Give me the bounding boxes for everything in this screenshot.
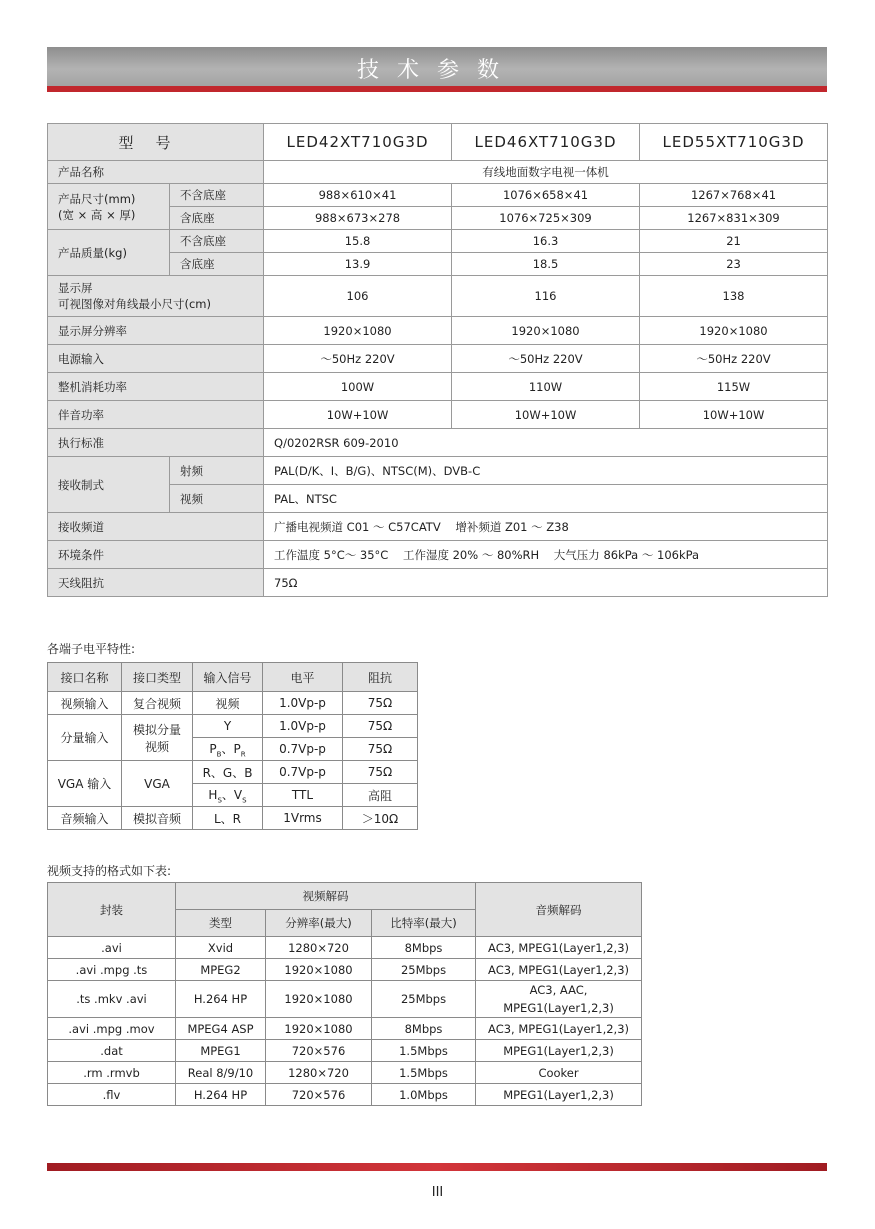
format-audio: MPEG1(Layer1,2,3) (476, 1040, 642, 1062)
audio-decode-header: 音频解码 (476, 883, 642, 937)
terminals-table (47, 662, 418, 830)
power-consumption-value: 110W (452, 373, 640, 401)
product-name-row (48, 161, 828, 184)
video-input-row (48, 692, 418, 715)
environment-label: 环境条件 (48, 541, 264, 569)
screen-label-line1: 显示屏 (58, 281, 93, 295)
terminal-type: 模拟音频 (122, 807, 193, 830)
environment-value: 工作温度 5°C～ 35°C 工作湿度 20% ～ 80%RH 大气压力 86kPa ～ 106kPa (264, 541, 828, 569)
format-type: Real 8/9/10 (176, 1062, 266, 1084)
format-row (48, 981, 642, 1018)
terminal-impedance: ＞10Ω (343, 807, 418, 830)
terminal-signal: L、R (193, 807, 263, 830)
terminal-impedance: 75Ω (343, 761, 418, 784)
model-2: LED46XT710G3D (452, 124, 640, 161)
size-value: 988×610×41 (264, 184, 452, 207)
format-resolution: 1920×1080 (266, 981, 372, 1018)
component-row-1 (48, 715, 418, 738)
size-with-base-label: 含底座 (170, 207, 264, 230)
weight-label: 产品质量(kg) (48, 230, 170, 276)
terminal-type: VGA (122, 761, 193, 807)
format-audio: AC3, MPEG1(Layer1,2,3) (476, 937, 642, 959)
format-type: H.264 HP (176, 1084, 266, 1106)
format-audio: MPEG1(Layer1,2,3) (476, 1084, 642, 1106)
audio-power-value: 10W+10W (452, 401, 640, 429)
weight-value: 13.9 (264, 253, 452, 276)
audio-power-label: 伴音功率 (48, 401, 264, 429)
format-row (48, 1040, 642, 1062)
format-container: .avi .mpg .mov (48, 1018, 176, 1040)
format-resolution: 1280×720 (266, 1062, 372, 1084)
format-container: .avi .mpg .ts (48, 959, 176, 981)
format-row (48, 937, 642, 959)
format-container: .avi (48, 937, 176, 959)
size-value: 988×673×278 (264, 207, 452, 230)
spec-header-row (48, 124, 828, 161)
format-row (48, 1084, 642, 1106)
terminal-level: 1.0Vp-p (263, 692, 343, 715)
reception-rf-value: PAL(D/K、I、B/G)、NTSC(M)、DVB-C (264, 457, 828, 485)
antenna-value: 75Ω (264, 569, 828, 597)
format-bitrate: 8Mbps (372, 1018, 476, 1040)
channels-row (48, 513, 828, 541)
resolution-value: 1920×1080 (264, 317, 452, 345)
antenna-row (48, 569, 828, 597)
format-audio: Cooker (476, 1062, 642, 1084)
product-name-label: 产品名称 (48, 161, 264, 184)
page-number: III (431, 1185, 444, 1200)
terminal-name: VGA 输入 (48, 761, 122, 807)
terminals-header: 阻抗 (343, 663, 418, 692)
format-container: .ts .mkv .avi (48, 981, 176, 1018)
terminal-name: 分量输入 (48, 715, 122, 761)
power-input-value: ～50Hz 220V (264, 345, 452, 373)
size-label (48, 184, 170, 230)
power-input-row (48, 345, 828, 373)
type-header: 类型 (176, 910, 266, 937)
format-resolution: 1280×720 (266, 937, 372, 959)
power-input-value: ～50Hz 220V (640, 345, 828, 373)
screen-value: 106 (264, 276, 452, 317)
format-bitrate: 1.5Mbps (372, 1062, 476, 1084)
terminal-impedance: 高阻 (343, 784, 418, 807)
terminals-header: 输入信号 (193, 663, 263, 692)
bitrate-header: 比特率(最大) (372, 910, 476, 937)
power-input-label: 电源输入 (48, 345, 264, 373)
screen-value: 116 (452, 276, 640, 317)
format-type: MPEG2 (176, 959, 266, 981)
channels-value: 广播电视频道 C01 ～ C57CATV 增补频道 Z01 ～ Z38 (264, 513, 828, 541)
screen-label-line2: 可视图像对角线最小尺寸(cm) (58, 297, 211, 311)
format-resolution: 1920×1080 (266, 1018, 372, 1040)
weight-without-base-label: 不含底座 (170, 230, 264, 253)
standard-value: Q/0202RSR 609-2010 (264, 429, 828, 457)
size-value: 1076×725×309 (452, 207, 640, 230)
power-consumption-value: 100W (264, 373, 452, 401)
screen-row (48, 276, 828, 317)
page-title: 技术参数 (356, 58, 517, 83)
resolution-header: 分辨率(最大) (266, 910, 372, 937)
weight-with-base-label: 含底座 (170, 253, 264, 276)
audio-power-value: 10W+10W (640, 401, 828, 429)
format-row (48, 1062, 642, 1084)
model-1: LED42XT710G3D (264, 124, 452, 161)
terminal-level: 0.7Vp-p (263, 761, 343, 784)
reception-video-value: PAL、NTSC (264, 485, 828, 513)
environment-row (48, 541, 828, 569)
terminal-signal: 视频 (193, 692, 263, 715)
title-banner (47, 47, 827, 87)
format-resolution: 720×576 (266, 1040, 372, 1062)
format-container: .dat (48, 1040, 176, 1062)
format-audio-line1: AC3, AAC, (529, 983, 588, 997)
format-container: .flv (48, 1084, 176, 1106)
power-consumption-row (48, 373, 828, 401)
terminal-name: 音频输入 (48, 807, 122, 830)
spec-table (47, 123, 828, 597)
size-value: 1076×658×41 (452, 184, 640, 207)
size-value: 1267×768×41 (640, 184, 828, 207)
format-container: .rm .rmvb (48, 1062, 176, 1084)
product-name-value: 有线地面数字电视一体机 (264, 161, 828, 184)
format-bitrate: 8Mbps (372, 937, 476, 959)
terminal-level: 1.0Vp-p (263, 715, 343, 738)
weight-value: 23 (640, 253, 828, 276)
vga-row-1 (48, 761, 418, 784)
format-audio-line2: MPEG1(Layer1,2,3) (503, 1001, 614, 1015)
resolution-row (48, 317, 828, 345)
terminal-type: 复合视频 (122, 692, 193, 715)
terminal-level: 0.7Vp-p (263, 738, 343, 761)
weight-value: 21 (640, 230, 828, 253)
format-resolution: 720×576 (266, 1084, 372, 1106)
terminals-header-row (48, 663, 418, 692)
standard-label: 执行标准 (48, 429, 264, 457)
weight-value: 16.3 (452, 230, 640, 253)
size-without-base-label: 不含底座 (170, 184, 264, 207)
audio-power-value: 10W+10W (264, 401, 452, 429)
formats-caption: 视频支持的格式如下表: (47, 864, 172, 878)
terminal-level: 1Vrms (263, 807, 343, 830)
format-audio (476, 981, 642, 1018)
format-row (48, 1018, 642, 1040)
video-decode-header: 视频解码 (176, 883, 476, 910)
title-underline (47, 86, 827, 92)
screen-value: 138 (640, 276, 828, 317)
size-without-base-row (48, 184, 828, 207)
format-type: H.264 HP (176, 981, 266, 1018)
size-label-line2: (宽 × 高 × 厚) (58, 207, 136, 222)
resolution-value: 1920×1080 (452, 317, 640, 345)
format-resolution: 1920×1080 (266, 959, 372, 981)
footer-bar (47, 1163, 827, 1171)
weight-value: 18.5 (452, 253, 640, 276)
weight-without-base-row (48, 230, 828, 253)
standard-row (48, 429, 828, 457)
power-consumption-label: 整机消耗功率 (48, 373, 264, 401)
reception-rf-label: 射频 (170, 457, 264, 485)
reception-video-label: 视频 (170, 485, 264, 513)
weight-value: 15.8 (264, 230, 452, 253)
formats-header-row-1 (48, 883, 642, 910)
size-value: 1267×831×309 (640, 207, 828, 230)
terminals-header: 电平 (263, 663, 343, 692)
format-bitrate: 25Mbps (372, 959, 476, 981)
terminals-caption: 各端子电平特性: (47, 642, 136, 656)
terminal-signal: R、G、B (193, 761, 263, 784)
format-type: Xvid (176, 937, 266, 959)
terminal-signal: Y (193, 715, 263, 738)
reception-label: 接收制式 (48, 457, 170, 513)
channels-label: 接收频道 (48, 513, 264, 541)
format-type: MPEG1 (176, 1040, 266, 1062)
terminal-type: 模拟分量视频 (122, 715, 193, 761)
audio-input-row (48, 807, 418, 830)
power-consumption-value: 115W (640, 373, 828, 401)
resolution-value: 1920×1080 (640, 317, 828, 345)
terminals-header: 接口类型 (122, 663, 193, 692)
formats-table (47, 882, 642, 1106)
power-input-value: ～50Hz 220V (452, 345, 640, 373)
terminal-impedance: 75Ω (343, 715, 418, 738)
container-header: 封装 (48, 883, 176, 937)
terminal-impedance: 75Ω (343, 738, 418, 761)
format-audio: AC3, MPEG1(Layer1,2,3) (476, 959, 642, 981)
antenna-label: 天线阻抗 (48, 569, 264, 597)
terminal-name: 视频输入 (48, 692, 122, 715)
terminals-header: 接口名称 (48, 663, 122, 692)
size-label-line1: 产品尺寸(mm) (58, 191, 136, 206)
format-bitrate: 1.5Mbps (372, 1040, 476, 1062)
terminal-signal: $H_S$、$V_S$ (193, 784, 263, 807)
terminal-level: TTL (263, 784, 343, 807)
format-bitrate: 1.0Mbps (372, 1084, 476, 1106)
screen-label (48, 276, 264, 317)
terminal-impedance: 75Ω (343, 692, 418, 715)
audio-power-row (48, 401, 828, 429)
model-3: LED55XT710G3D (640, 124, 828, 161)
reception-rf-row (48, 457, 828, 485)
terminal-signal: $P_B$、$P_R$ (193, 738, 263, 761)
format-audio: AC3, MPEG1(Layer1,2,3) (476, 1018, 642, 1040)
resolution-label: 显示屏分辨率 (48, 317, 264, 345)
format-row (48, 959, 642, 981)
format-bitrate: 25Mbps (372, 981, 476, 1018)
model-label: 型号 (48, 124, 264, 161)
format-type: MPEG4 ASP (176, 1018, 266, 1040)
